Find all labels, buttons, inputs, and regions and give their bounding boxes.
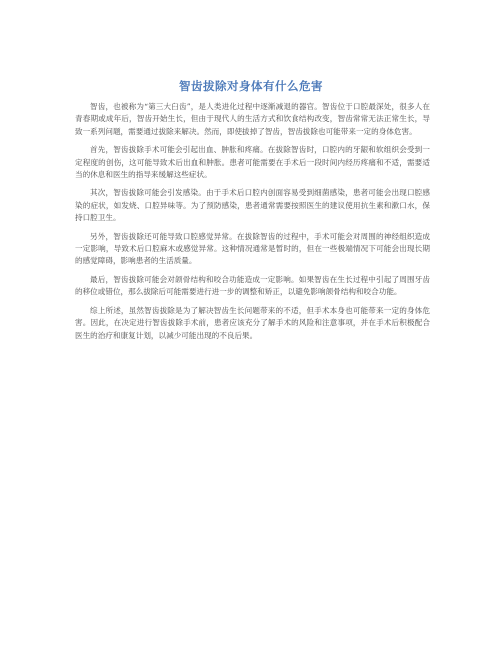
paragraph-jaw-bite: 最后，智齿拔除可能会对颌骨结构和咬合功能造成一定影响。如果智齿在生长过程中引起了周围牙齿的移位或错位，那么拔除后可能需要进行进一步的调整和矫正，以避免影响颌骨结构和咬合功能。 <box>75 274 430 297</box>
paragraph-infection: 其次，智齿拔除可能会引发感染。由于手术后口腔内创面容易受到细菌感染，患者可能会出现口腔感染的症状，如发烧、口腔异味等。为了预防感染，患者通常需要按照医生的建议使用抗生素和漱口水，保持口腔卫生。 <box>75 188 430 223</box>
paragraph-bleeding-swelling: 首先，智齿拔除手术可能会引起出血、肿胀和疼痛。在拔除智齿时，口腔内的牙龈和软组织会受到一定程度的创伤，这可能导致术后出血和肿胀。患者可能需要在手术后一段时间内经历疼痛和不适，需要适当的休息和医生的指导来缓解这些症状。 <box>75 145 430 180</box>
document-title: 智齿拔除对身体有什么危害 <box>179 79 323 93</box>
paragraph-conclusion: 综上所述，虽然智齿拔除是为了解决智齿生长问题带来的不适，但手术本身也可能带来一定的身体危害。因此，在决定进行智齿拔除手术前，患者应该充分了解手术的风险和注意事项，并在手术后积极配合医生的治疗和康复计划，以减少可能出现的不良后果。 <box>75 305 430 340</box>
document-body <box>75 101 430 348</box>
paragraph-sensation: 另外，智齿拔除还可能导致口腔感觉异常。在拔除智齿的过程中，手术可能会对周围的神经组织造成一定影响，导致术后口腔麻木或感觉异常。这种情况通常是暂时的，但在一些极端情况下可能会出现长期的感觉障碍，影响患者的生活质量。 <box>75 231 430 266</box>
paragraph-intro: 智齿，也被称为“第三大臼齿”，是人类进化过程中逐渐减退的器官。智齿位于口腔最深处，很多人在青春期或成年后，智齿开始生长，但由于现代人的生活方式和饮食结构改变，智齿常常无法正常生长，导致一系列问题，需要通过拔除来解决。然而，即使拔掉了智齿，智齿拔除也可能带来一定的身体危害。 <box>75 102 430 136</box>
